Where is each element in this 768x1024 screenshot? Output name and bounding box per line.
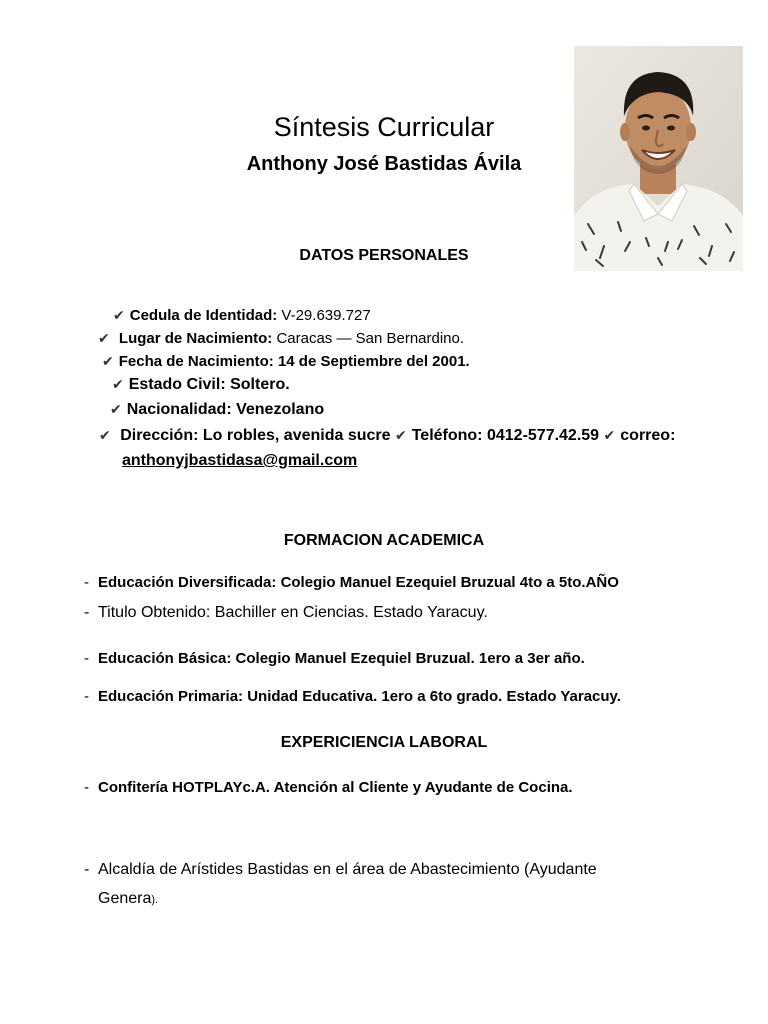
section-heading-personal: DATOS PERSONALES xyxy=(299,247,469,264)
civil-label: Estado Civil: xyxy=(128,376,226,393)
experience-item-alcaldia xyxy=(84,861,597,879)
phone-value: 0412-577.42.59 xyxy=(486,427,600,444)
education-text: Titulo Obtenido: Bachiller en Ciencias. Estado Yaracuy. xyxy=(98,604,488,621)
cedula-value: V-29.639.727 xyxy=(281,307,371,324)
birthplace-value: Caracas — San Bernardino. xyxy=(276,330,465,347)
personal-item-birthplace xyxy=(98,330,464,347)
experience-item-confiteria xyxy=(84,779,573,796)
checkmark-icon: ✔ xyxy=(603,427,616,443)
nationality-label: Nacionalidad: xyxy=(126,401,232,418)
personal-item-birthdate xyxy=(102,353,470,370)
education-item-diversified xyxy=(84,574,619,591)
phone-label: Teléfono: xyxy=(411,427,483,444)
bullet-dash: - xyxy=(84,604,90,621)
education-text: Educación Primaria: Unidad Educativa. 1ero a 6to grado. Estado Yaracuy. xyxy=(98,688,621,705)
profile-photo xyxy=(574,46,743,271)
personal-item-cedula xyxy=(113,307,371,324)
education-text: Educación Básica: Colegio Manuel Ezequiel Bruzual. 1ero a 3er año. xyxy=(98,650,585,667)
education-text: Educación Diversificada: Colegio Manuel Ezequiel Bruzual 4to a 5to.AÑO xyxy=(98,574,619,591)
education-item-basic xyxy=(84,650,585,667)
bullet-dash: - xyxy=(84,688,89,705)
address-value: Lo robles, avenida sucre xyxy=(202,427,391,444)
nationality-value: Venezolano xyxy=(236,401,325,418)
checkmark-icon: ✔ xyxy=(394,427,407,443)
education-item-primary xyxy=(84,688,621,705)
bullet-dash: - xyxy=(84,650,89,667)
personal-item-nationality xyxy=(110,401,324,419)
education-item-degree xyxy=(84,604,488,622)
bullet-dash: - xyxy=(84,861,90,878)
address-label: Dirección: xyxy=(120,427,199,444)
document-title: Síntesis Curricular xyxy=(273,112,495,142)
checkmark-icon: ✔ xyxy=(99,427,111,443)
personal-item-civil xyxy=(112,376,290,394)
checkmark-icon: ✔ xyxy=(98,330,110,346)
candidate-name: Anthony José Bastidas Ávila xyxy=(246,153,522,175)
birthplace-label: Lugar de Nacimiento: xyxy=(118,330,273,347)
bullet-dash: - xyxy=(84,574,89,591)
email-label: correo: xyxy=(620,427,676,444)
bullet-dash: - xyxy=(84,779,89,796)
experience-text: Alcaldía de Arístides Bastidas en el área de Abastecimiento (Ayudante xyxy=(98,861,597,878)
checkmark-icon: ✔ xyxy=(102,353,114,369)
experience-item-alcaldia-continued xyxy=(98,890,158,908)
birthdate-label: Fecha de Nacimiento: xyxy=(118,353,274,370)
section-heading-education: FORMACION ACADEMICA xyxy=(283,532,485,549)
email-link[interactable]: anthonyjbastidasa@gmail.com xyxy=(122,452,358,469)
birthdate-value: 14 de Septiembre del 2001. xyxy=(277,353,470,370)
experience-text: Confitería HOTPLAYc.A. Atención al Cliente y Ayudante de Cocina. xyxy=(98,779,573,796)
cedula-label: Cedula de Identidad: xyxy=(129,307,278,324)
checkmark-icon: ✔ xyxy=(113,307,125,323)
experience-text: Genera xyxy=(98,890,152,907)
personal-item-address-phone-email xyxy=(99,427,675,445)
checkmark-icon: ✔ xyxy=(110,401,122,417)
civil-value: Soltero. xyxy=(230,376,290,393)
experience-text-end: ). xyxy=(151,894,159,906)
checkmark-icon: ✔ xyxy=(112,376,124,392)
section-heading-experience: EXPERICIENCIA LABORAL xyxy=(280,734,488,751)
